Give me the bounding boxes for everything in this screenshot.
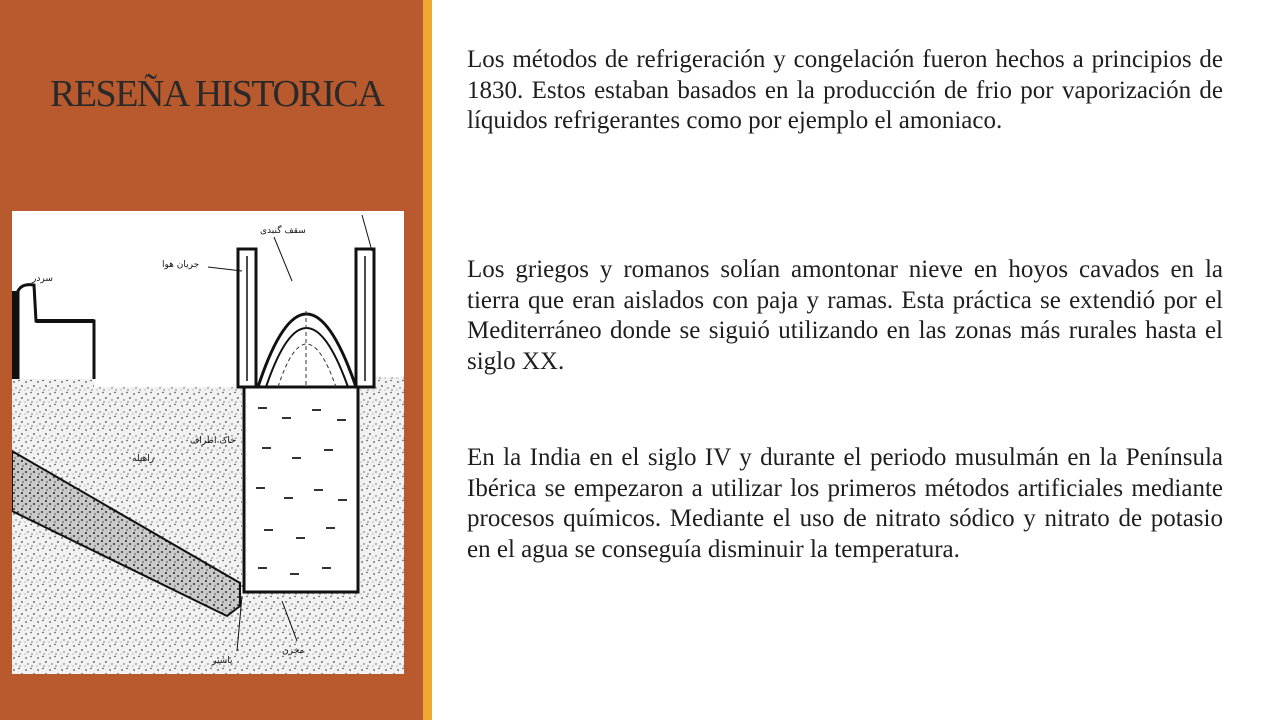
paragraph-refrigeration-history: Los métodos de refrigeración y congelación fueron hechos a principios de 1830. Estos estaban basados en la producción de frio por vaporización de líquidos refrigerantes como por ejemplo el amoniaco.: [467, 46, 1223, 134]
accent-stripe: [423, 0, 432, 720]
yakhchal-diagram: [12, 211, 404, 674]
slide-title: RESEÑA HISTORICA: [50, 73, 384, 115]
dome: [258, 314, 356, 387]
paragraph-greeks-romans: Los griegos y romanos solían amontonar nieve en hoyos cavados en la tierra que eran aislados con paja y ramas. Esta práctica se extendió por el Mediterráneo donde se siguió utilizando en las zonas más rurales hasta el siglo XX.: [467, 256, 1223, 375]
reservoir: [244, 387, 358, 592]
label-reservoir: مخزن: [282, 646, 305, 656]
paragraph-india-iberia: En la India en el siglo IV y durante el periodo musulmán en la Península Ibérica se empezaron a utilizar los primeros métodos artificiales mediante procesos químicos. Mediante el uso de nitrato sódico y nitrato de potasio en el agua se conseguía disminuir la temperatura.: [467, 444, 1223, 563]
entrance-building: [18, 285, 94, 379]
label-side-soil: خاک اطراف: [190, 436, 236, 446]
label-dome-roof: سقف گنبدی: [260, 226, 306, 236]
label-drain: پاشیر: [212, 656, 233, 666]
label-ramp: راهپله: [132, 454, 155, 464]
label-entrance: سردر: [32, 274, 53, 284]
label-air-flow: جریان هوا: [162, 260, 200, 270]
